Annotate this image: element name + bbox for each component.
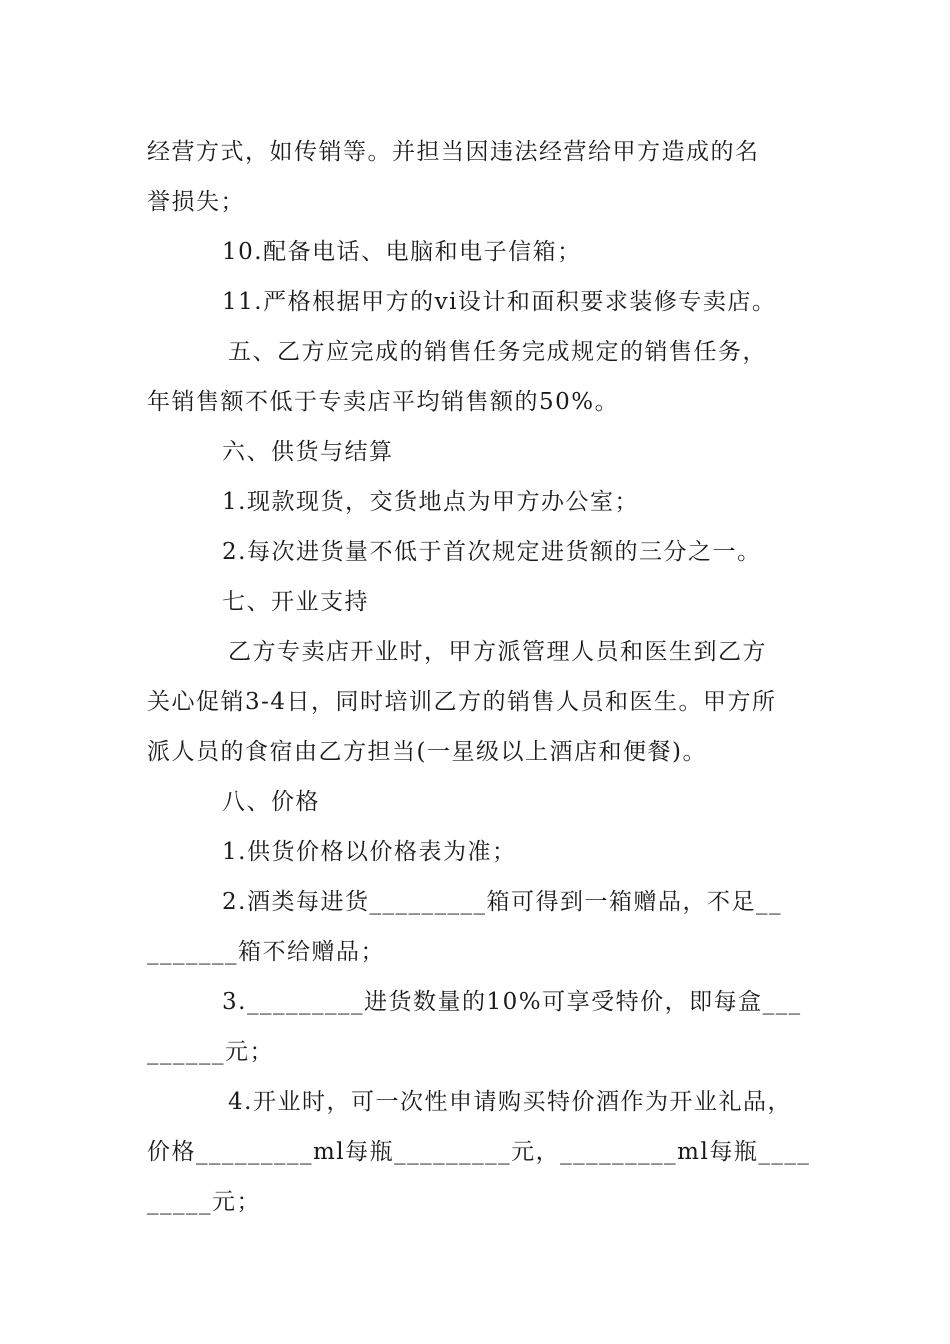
list-item-1: 1.供货价格以价格表为准； xyxy=(222,839,517,865)
body-text-line: 誉损失； xyxy=(147,189,245,215)
section-heading-8: 八、价格 xyxy=(222,789,320,815)
body-text-line: _______箱不给赠品； xyxy=(147,939,385,965)
body-text-line: 年销售额不低于专卖店平均销售额的50%。 xyxy=(147,389,620,415)
body-text-line: _____元； xyxy=(147,1189,261,1215)
body-text-line: 派人员的食宿由乙方担当(一星级以上酒店和便餐)。 xyxy=(147,739,707,765)
body-text-line: 关心促销3-4日，同时培训乙方的销售人员和医生。甲方所 xyxy=(147,689,777,715)
section-heading-6: 六、供货与结算 xyxy=(222,439,394,465)
list-item-2: 2.每次进货量不低于首次规定进货额的三分之一。 xyxy=(222,539,762,565)
body-text-line: 经营方式，如传销等。并担当因违法经营给甲方造成的名 xyxy=(147,139,760,165)
body-text-line: 价格_________ml每瓶_________元，_________ml每瓶____ xyxy=(147,1139,811,1165)
list-item-2: 2.酒类每进货_________箱可得到一箱赠品，不足__ xyxy=(222,889,782,915)
section-heading-5: 五、乙方应完成的销售任务完成规定的销售任务， xyxy=(228,339,767,365)
body-text-line: 乙方专卖店开业时，甲方派管理人员和医生到乙方 xyxy=(228,639,767,665)
list-item-4: 4.开业时，可一次性申请购买特价酒作为开业礼品， xyxy=(228,1089,792,1115)
body-text-line: ______元； xyxy=(147,1039,274,1065)
section-heading-7: 七、开业支持 xyxy=(222,589,369,615)
list-item-10: 10.配备电话、电脑和电子信箱； xyxy=(222,239,582,265)
list-item-1: 1.现款现货，交货地点为甲方办公室； xyxy=(222,489,639,515)
list-item-3: 3._________进货数量的10%可享受特价，即每盒___ xyxy=(222,989,802,1015)
list-item-11: 11.严格根据甲方的vi设计和面积要求装修专卖店。 xyxy=(222,289,777,315)
